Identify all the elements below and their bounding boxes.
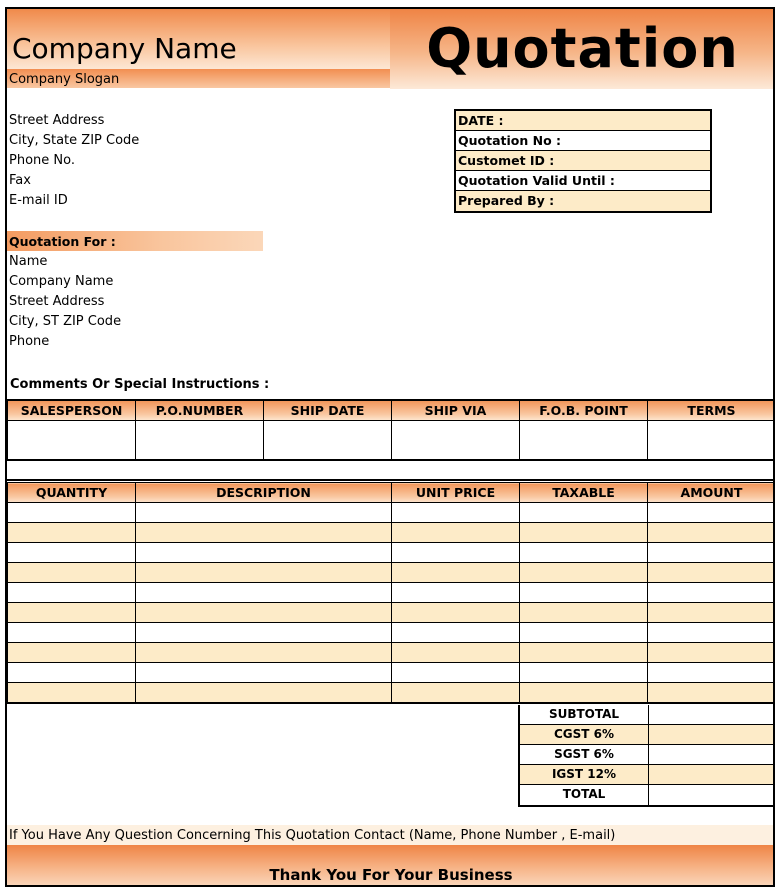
info-prepared-by[interactable]: Prepared By : bbox=[456, 191, 710, 211]
description-cell[interactable] bbox=[136, 623, 392, 643]
unit-price-cell[interactable] bbox=[392, 563, 520, 583]
ship-date-cell[interactable] bbox=[264, 420, 392, 460]
info-customer-id[interactable]: Customet ID : bbox=[456, 151, 710, 171]
subtotal-value[interactable] bbox=[649, 705, 775, 724]
total-value[interactable] bbox=[649, 785, 775, 805]
item-row bbox=[8, 683, 776, 703]
amount-cell[interactable] bbox=[648, 563, 776, 583]
client-company: Company Name bbox=[9, 274, 114, 289]
sender-phone: Phone No. bbox=[9, 153, 75, 168]
unit-price-cell[interactable] bbox=[392, 583, 520, 603]
item-row bbox=[8, 563, 776, 583]
shipping-table bbox=[7, 399, 775, 461]
amount-cell[interactable] bbox=[648, 683, 776, 703]
taxable-cell[interactable] bbox=[520, 663, 648, 683]
terms-cell[interactable] bbox=[648, 420, 776, 460]
header-amount: AMOUNT bbox=[648, 483, 776, 503]
igst-row bbox=[520, 765, 775, 785]
sender-email: E-mail ID bbox=[9, 193, 68, 208]
quotation-for-label: Quotation For : bbox=[9, 234, 116, 249]
document-title: Quotation bbox=[426, 17, 739, 80]
items-header-row bbox=[8, 483, 776, 503]
header-terms: TERMS bbox=[648, 400, 776, 420]
taxable-cell[interactable] bbox=[520, 503, 648, 523]
item-row bbox=[8, 543, 776, 563]
header-po-number: P.O.NUMBER bbox=[136, 400, 264, 420]
description-cell[interactable] bbox=[136, 683, 392, 703]
contact-note: If You Have Any Question Concerning This Quotation Contact (Name, Phone Number , E-mail) bbox=[9, 828, 616, 843]
unit-price-cell[interactable] bbox=[392, 543, 520, 563]
client-street: Street Address bbox=[9, 294, 105, 309]
item-row bbox=[8, 623, 776, 643]
sender-street: Street Address bbox=[9, 113, 105, 128]
items-table bbox=[7, 482, 775, 704]
comments-label: Comments Or Special Instructions : bbox=[10, 377, 270, 392]
header-quantity: QUANTITY bbox=[8, 483, 136, 503]
client-city: City, ST ZIP Code bbox=[9, 314, 122, 329]
description-cell[interactable] bbox=[136, 503, 392, 523]
cgst-label: CGST 6% bbox=[520, 725, 649, 744]
taxable-cell[interactable] bbox=[520, 543, 648, 563]
taxable-cell[interactable] bbox=[520, 683, 648, 703]
unit-price-cell[interactable] bbox=[392, 643, 520, 663]
quantity-cell[interactable] bbox=[8, 543, 136, 563]
description-cell[interactable] bbox=[136, 643, 392, 663]
amount-cell[interactable] bbox=[648, 523, 776, 543]
unit-price-cell[interactable] bbox=[392, 523, 520, 543]
igst-value[interactable] bbox=[649, 765, 775, 784]
igst-label: IGST 12% bbox=[520, 765, 649, 784]
description-cell[interactable] bbox=[136, 603, 392, 623]
taxable-cell[interactable] bbox=[520, 583, 648, 603]
cgst-value[interactable] bbox=[649, 725, 775, 744]
taxable-cell[interactable] bbox=[520, 563, 648, 583]
taxable-cell[interactable] bbox=[520, 623, 648, 643]
header-ship-via: SHIP VIA bbox=[392, 400, 520, 420]
shipping-header-row bbox=[8, 400, 776, 420]
amount-cell[interactable] bbox=[648, 603, 776, 623]
salesperson-cell[interactable] bbox=[8, 420, 136, 460]
header-ship-date: SHIP DATE bbox=[264, 400, 392, 420]
quantity-cell[interactable] bbox=[8, 583, 136, 603]
subtotal-row bbox=[520, 705, 775, 725]
total-label: TOTAL bbox=[520, 785, 649, 805]
quotation-sheet bbox=[5, 7, 775, 887]
quantity-cell[interactable] bbox=[8, 603, 136, 623]
amount-cell[interactable] bbox=[648, 643, 776, 663]
cgst-row bbox=[520, 725, 775, 745]
company-name: Company Name bbox=[12, 32, 237, 65]
fob-point-cell[interactable] bbox=[520, 420, 648, 460]
unit-price-cell[interactable] bbox=[392, 623, 520, 643]
item-row bbox=[8, 603, 776, 623]
item-row bbox=[8, 583, 776, 603]
quantity-cell[interactable] bbox=[8, 683, 136, 703]
unit-price-cell[interactable] bbox=[392, 663, 520, 683]
sgst-label: SGST 6% bbox=[520, 745, 649, 764]
quantity-cell[interactable] bbox=[8, 503, 136, 523]
unit-price-cell[interactable] bbox=[392, 603, 520, 623]
quantity-cell[interactable] bbox=[8, 663, 136, 683]
item-row bbox=[8, 523, 776, 543]
amount-cell[interactable] bbox=[648, 543, 776, 563]
description-cell[interactable] bbox=[136, 563, 392, 583]
description-cell[interactable] bbox=[136, 543, 392, 563]
thank-you-message: Thank You For Your Business bbox=[269, 866, 513, 884]
header-description: DESCRIPTION bbox=[136, 483, 392, 503]
header-fob-point: F.O.B. POINT bbox=[520, 400, 648, 420]
description-cell[interactable] bbox=[136, 663, 392, 683]
item-row bbox=[8, 663, 776, 683]
quantity-cell[interactable] bbox=[8, 563, 136, 583]
item-row bbox=[8, 503, 776, 523]
ship-via-cell[interactable] bbox=[392, 420, 520, 460]
taxable-cell[interactable] bbox=[520, 523, 648, 543]
client-name: Name bbox=[9, 254, 48, 269]
description-cell[interactable] bbox=[136, 523, 392, 543]
sgst-value[interactable] bbox=[649, 745, 775, 764]
header-salesperson: SALESPERSON bbox=[8, 400, 136, 420]
unit-price-cell[interactable] bbox=[392, 683, 520, 703]
info-date[interactable]: DATE : bbox=[456, 111, 710, 131]
po-number-cell[interactable] bbox=[136, 420, 264, 460]
quantity-cell[interactable] bbox=[8, 523, 136, 543]
sender-city: City, State ZIP Code bbox=[9, 133, 140, 148]
subtotal-label: SUBTOTAL bbox=[520, 705, 649, 724]
quantity-cell[interactable] bbox=[8, 643, 136, 663]
info-quotation-no[interactable]: Quotation No : bbox=[456, 131, 710, 151]
description-cell[interactable] bbox=[136, 583, 392, 603]
amount-cell[interactable] bbox=[648, 503, 776, 523]
sender-fax: Fax bbox=[9, 173, 31, 188]
header-unit-price: UNIT PRICE bbox=[392, 483, 520, 503]
company-slogan: Company Slogan bbox=[9, 72, 120, 87]
taxable-cell[interactable] bbox=[520, 603, 648, 623]
quantity-cell[interactable] bbox=[8, 623, 136, 643]
client-phone: Phone bbox=[9, 334, 50, 349]
header-taxable: TAXABLE bbox=[520, 483, 648, 503]
shipping-entry-row bbox=[8, 420, 776, 460]
taxable-cell[interactable] bbox=[520, 643, 648, 663]
totals-box bbox=[518, 705, 775, 807]
amount-cell[interactable] bbox=[648, 583, 776, 603]
quotation-info-box bbox=[454, 109, 712, 213]
sgst-row bbox=[520, 745, 775, 765]
spacer-row bbox=[7, 461, 775, 481]
info-valid-until[interactable]: Quotation Valid Until : bbox=[456, 171, 710, 191]
total-row bbox=[520, 785, 775, 805]
item-row bbox=[8, 643, 776, 663]
unit-price-cell[interactable] bbox=[392, 503, 520, 523]
amount-cell[interactable] bbox=[648, 663, 776, 683]
amount-cell[interactable] bbox=[648, 623, 776, 643]
